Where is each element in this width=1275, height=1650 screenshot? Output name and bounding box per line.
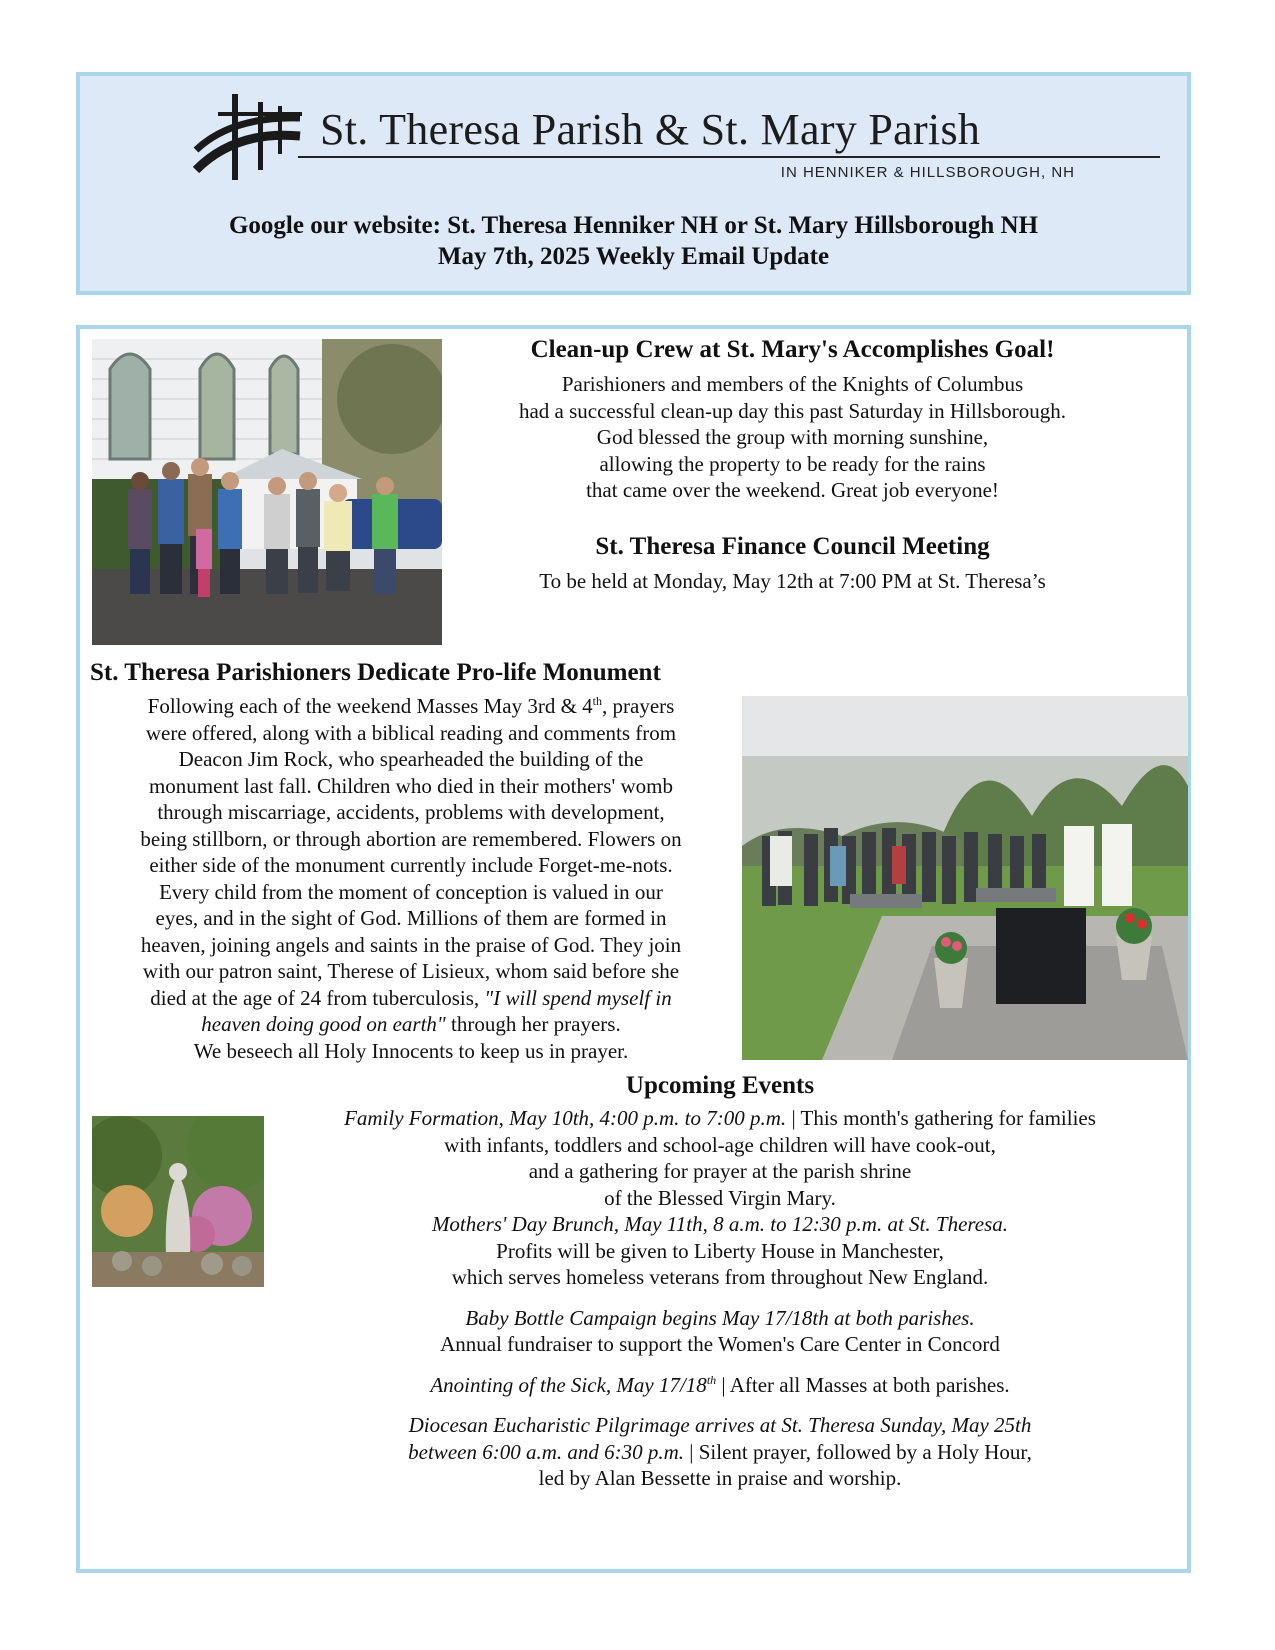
finance-title: St. Theresa Finance Council Meeting — [595, 533, 990, 560]
event-line: of the Blessed Virgin Mary. — [604, 1185, 836, 1210]
event-line: which serves homeless veterans from throughout New England. — [451, 1265, 989, 1289]
event-pilgrimage — [270, 1412, 1170, 1492]
event-line — [270, 1439, 1170, 1466]
newsletter-header — [76, 72, 1191, 295]
logo-divider — [298, 156, 1160, 158]
cleanup-title: Clean-up Crew at St. Mary's Accomplishes Goal! — [530, 336, 1055, 363]
ordinal-suffix: th — [592, 694, 603, 708]
event-title: Diocesan Eucharistic Pilgrimage arrives at St. Theresa Sunday, May 25th — [408, 1413, 1032, 1437]
prolife-title: St. Theresa Parishioners Dedicate Pro-life Monument — [90, 659, 661, 686]
ordinal-suffix: th — [706, 1372, 717, 1387]
saint-quote: heaven doing good on earth" — [201, 1012, 446, 1036]
prolife-line: through miscarriage, accidents, problems with development, — [157, 800, 665, 824]
cleanup-line: had a successful clean-up day this past Saturday in Hillsborough. — [518, 398, 1067, 423]
parish-name: St. Theresa Parish & St. Mary Parish — [320, 105, 981, 154]
event-title: Anointing of the Sick, May 17/18 — [430, 1372, 707, 1397]
blessed-mother-shrine-photo — [92, 1116, 264, 1287]
event-line: Annual fundraiser to support the Women's Care Center in Concord — [440, 1332, 1000, 1356]
prolife-line: eyes, and in the sight of God. Millions of them are formed in — [155, 906, 667, 930]
update-date: May 7th, 2025 Weekly Email Update — [437, 243, 830, 270]
cleanup-line: that came over the weekend. Great job everyone! — [586, 478, 999, 502]
event-mothers-day-brunch — [270, 1211, 1170, 1291]
event-line — [270, 1105, 1170, 1132]
event-time: between 6:00 a.m. and 6:30 p.m. — [408, 1439, 685, 1464]
prolife-line-text: , prayers — [602, 694, 675, 718]
prolife-line — [86, 985, 736, 1012]
prolife-line — [86, 693, 736, 720]
upcoming-events — [270, 1071, 1170, 1492]
event-anointing — [270, 1372, 1170, 1399]
cleanup-body — [460, 371, 1125, 504]
event-line: with infants, toddlers and school-age children will have cook-out, — [444, 1132, 996, 1157]
prolife-closing: We beseech all Holy Innocents to keep us in prayer. — [193, 1038, 629, 1063]
prolife-line-text: died at the age of 24 from tuberculosis, — [150, 985, 485, 1010]
events-title: Upcoming Events — [625, 1072, 815, 1099]
prolife-line: monument last fall. Children who died in their mothers' womb — [148, 773, 674, 798]
prolife-line: with our patron saint, Therese of Lisieux, whom said before she — [142, 959, 680, 983]
website-note: Google our website: St. Theresa Henniker NH or St. Mary Hillsborough NH — [228, 212, 1039, 239]
event-desc: | Silent prayer, followed by a Holy Hour, — [684, 1439, 1032, 1464]
event-title: Mothers' Day Brunch, May 11th, 8 a.m. to 12:30 p.m. at St. Theresa. — [431, 1212, 1009, 1236]
cleanup-line: allowing the property to be ready for the rains — [599, 451, 986, 476]
prolife-line: being stillborn, or through abortion are remembered. Flowers on — [140, 826, 682, 851]
prolife-line: Every child from the moment of conception is valued in our — [159, 879, 663, 904]
prolife-line-text: Following each of the weekend Masses May 3rd & 4 — [147, 694, 593, 718]
event-line — [270, 1372, 1170, 1399]
saint-quote: "I will spend myself in — [484, 985, 672, 1010]
event-family-formation — [270, 1105, 1170, 1211]
prolife-line: heaven, joining angels and saints in the praise of God. They join — [140, 932, 682, 957]
event-line: Profits will be given to Liberty House in Manchester, — [496, 1238, 944, 1263]
event-title: Family Formation, May 10th, 4:00 p.m. to 7:00 p.m. — [344, 1106, 787, 1130]
finance-article — [460, 532, 1125, 595]
cleanup-line: Parishioners and members of the Knights of Columbus — [561, 372, 1024, 396]
prolife-line: either side of the monument currently include Forget-me-nots. — [149, 853, 673, 877]
cleanup-article — [460, 335, 1125, 504]
event-line: led by Alan Bessette in praise and worship. — [538, 1466, 902, 1490]
event-baby-bottle — [270, 1305, 1170, 1358]
prolife-line: were offered, along with a biblical reading and comments from — [145, 720, 677, 745]
prolife-line: Deacon Jim Rock, who spearheaded the building of the — [178, 747, 644, 771]
parish-cross-logo-icon — [192, 92, 304, 184]
prolife-body — [86, 693, 736, 1064]
event-desc: | This month's gathering for families — [786, 1106, 1096, 1130]
cleanup-crew-photo — [92, 339, 442, 645]
prolife-line — [86, 1011, 736, 1038]
newsletter-body — [76, 325, 1191, 1573]
finance-text: To be held at Monday, May 12th at 7:00 PM at St. Theresa’s — [539, 569, 1046, 593]
cleanup-line: God blessed the group with morning sunshine, — [596, 425, 989, 449]
event-title: Baby Bottle Campaign begins May 17/18th at both parishes. — [465, 1305, 975, 1330]
prolife-line-text: through her prayers. — [445, 1012, 621, 1036]
parish-location: IN HENNIKER & HILLSBOROUGH, NH — [780, 164, 1075, 181]
event-desc: | After all Masses at both parishes. — [716, 1372, 1010, 1397]
monument-dedication-photo — [742, 696, 1188, 1060]
event-line: and a gathering for prayer at the parish shrine — [528, 1159, 912, 1183]
